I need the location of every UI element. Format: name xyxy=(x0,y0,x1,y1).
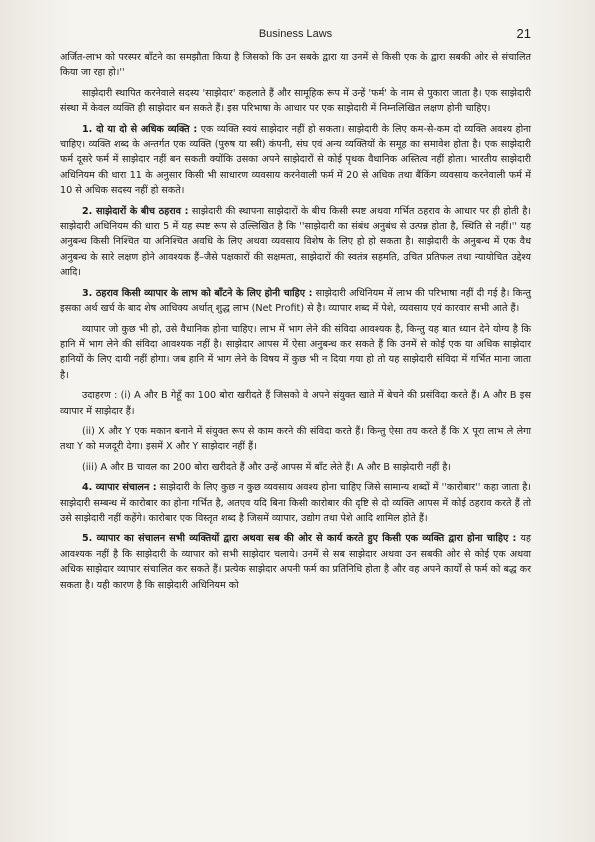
paragraph: (iii) A और B चावल का 200 बोरा खरीदते हैं और उन्हें आपस में बाँट लेते हैं। A और B साझेदारी नहीं है। xyxy=(82,461,451,473)
paragraph: अर्जित-लाभ को परस्पर बाँटने का समझौता किया है जिसको कि उन सबके द्वारा या उनमें से किसी एक के द्वारा सबकी ओर से संचालित किया जा रहा हो।'' xyxy=(60,52,531,79)
paragraph: 2. साझेदारों के बीच ठहराव : साझेदारी की स्थापना साझेदारों के बीच किसी स्पष्ट अथवा गर्भित ठहराव के आधार पर ही होती है। साझेदारी अधिनियम की धारा 5 में यह स्पष्ट रूप से उल्लिखित है कि ''साझेदारी का संबंध अनुबंध से उत्पन्न होता है, स्थिति से नहीं।'' यह अनुबन्ध किसी निश्चित या अनिश्चित अवधि के लिए अथवा व्यवसाय विशेष के लिए हो हो सकता है। साझेदारी के अनुबन्ध में एक वैध अनुबन्ध के सारे लक्षण होने आवश्यक हैं–जैसे पक्षकारों की सक्षमता, साझेदारों की स्वतंत्र सहमति, उचित प्रतिफल तथा न्यायोचित उद्देश्य आदि। xyxy=(60,205,532,279)
section-heading: 2. साझेदारों के बीच ठहराव : xyxy=(82,205,189,217)
page-header xyxy=(60,28,531,50)
section-heading: 5. व्यापार का संचालन सभी व्यक्तियों द्वारा अथवा सब की ओर से कार्य करते हुए किसी एक व्यक्ति द्वारा होना चाहिए : xyxy=(82,533,517,545)
page-number: 21 xyxy=(516,26,531,41)
section-heading: 3. ठहराव किसी व्यापार के लाभ को बाँटने के लिए होनी चाहिए : xyxy=(82,287,313,299)
section-heading: 1. दो या दो से अधिक व्यक्ति : xyxy=(82,123,198,135)
section-heading: 4. व्यापार संचालन : xyxy=(82,482,157,494)
paragraph: 3. ठहराव किसी व्यापार के लाभ को बाँटने के लिए होनी चाहिए : साझेदारी अधिनियम में लाभ की परिभाषा नहीं दी गई है। किन्तु इसका अर्थ खर्च के बाद शेष आधिक्य अर्थात् शुद्ध लाभ (Net Profit) से है। व्यापार शब्द में पेशे, व्यवसाय एवं कारवार सभी आते हैं। xyxy=(60,287,532,315)
running-title: Business Laws xyxy=(258,28,333,40)
paragraph: 1. दो या दो से अधिक व्यक्ति : एक व्यक्ति स्वयं साझेदार नहीं हो सकता। साझेदारी के लिए कम-से-कम दो व्यक्ति अवश्य होना चाहिए। व्यक्ति शब्द के अन्तर्गत एक व्यक्ति (पुरुष या स्त्री) कंपनी, संघ एवं अन्य व्यक्तियों के समूह का समावेश होता है। एक साझेदारी फर्म दूसरे फर्म में साझेदार नहीं बन सकती क्योंकि उसका अपने साझेदारों से कोई पृथक वैधानिक अस्तित्व नहीं होता। भारतीय साझेदारी अधिनियम की धारा 11 के अनुसार किसी भी साधारण व्यवसाय करनेवाली फर्म में 20 से अधिक तथा बैंकिंग व्यवसाय करनेवाली फर्म में 10 से अधिक सदस्य नहीं हो सकते। xyxy=(60,123,531,197)
page-body xyxy=(60,50,531,593)
paragraph: 4. व्यापार संचालन : साझेदारी के लिए कुछ न कुछ व्यवसाय अवश्य होना चाहिए जिसे सामान्य शब्दों में ''कारोबार'' कहा जाता है। साझेदारी सम्बन्ध में कारोबार का होना गर्भित है, अतएव यदि बिना किसी कारोबार की दृष्टि से दो व्यक्ति आपस में कोई ठहराव करते हैं तो उसे साझेदारी नहीं कहेंगे। कारोबार एक विस्तृत शब्द है जिसमें व्यापार, उद्योग तथा पेशे आदि शामिल होते हैं। xyxy=(60,482,531,524)
paragraph: उदाहरण : (i) A और B गेहूँ का 100 बोरा खरीदते हैं जिसको वे अपने संयुक्त खाते में बेचने की प्रसंविदा करते हैं। A और B इस व्यापार में साझेदार हैं। xyxy=(60,390,531,417)
paragraph: व्यापार जो कुछ भी हो, उसे वैधानिक होना चाहिए। लाभ में भाग लेने की संविदा आवश्यक है, किन्तु यह बात ध्यान देने योग्य है कि हानि में भाग लेने की संविदा आवश्यक नहीं है। साझेदार आपस में ऐसा अनुबन्ध कर सकते हैं कि उनमें से कोई एक या अधिक साझेदार हानियों के लिए दायी नहीं होगा। जब हानि में भाग लेने के विषय में कुछ भी न दिया गया हो तो यह साझेदारी संविदा में गर्भित माना जाता है। xyxy=(60,323,531,381)
paragraph: 5. व्यापार का संचालन सभी व्यक्तियों द्वारा अथवा सब की ओर से कार्य करते हुए किसी एक व्यक्ति द्वारा होना चाहिए : यह आवश्यक नहीं है कि साझेदारी के व्यापार को सभी साझेदार चलाये। उनमें से सब साझेदार अथवा उन सबकी ओर से कोई एक अथवा अधिक साझेदार व्यापार संचालित कर सकते हैं। प्रत्येक साझेदार अपनी फर्म का प्रतिनिधि होता है और वह अपने कार्यों से फर्म को बद्ध कर सकता है। यही कारण है कि साझेदारी अधिनियम को xyxy=(60,533,531,591)
paragraph: (ii) X और Y एक मकान बनाने में संयुक्त रूप से काम करने की संविदा करते हैं। किन्तु ऐसा तय करते हैं कि X पूरा लाभ ले लेगा तथा Y को मजदूरी देगा। इसमें X और Y साझेदार नहीं हैं। xyxy=(60,425,531,453)
paragraph: साझेदारी स्थापित करनेवाले सदस्य 'साझेदार' कहलाते हैं और सामूहिक रूप में उन्हें 'फर्म' के नाम से पुकारा जाता है। एक साझेदारी संस्था में केवल व्यक्ति ही साझेदार बन सकते हैं। इस परिभाषा के आधार पर एक साझेदारी में निम्नलिखित लक्षण होनी चाहिए। xyxy=(60,87,531,115)
